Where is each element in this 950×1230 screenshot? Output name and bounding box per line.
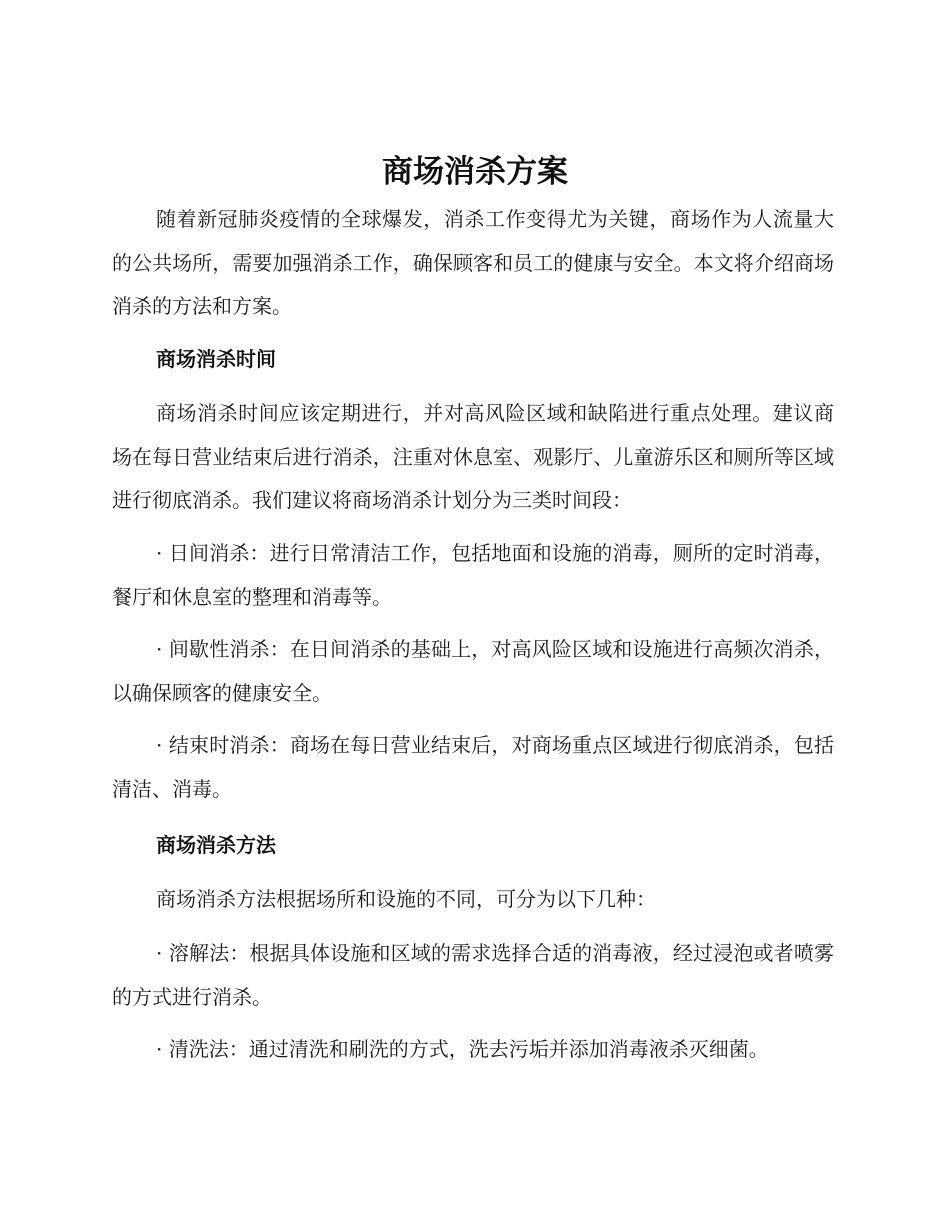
list-item-dissolving: · 溶解法：根据具体设施和区域的需求选择合适的消毒液，经过浸泡或者喷雾的方式进行消杀。: [112, 941, 834, 1009]
list-item-intermittent: · 间歇性消杀：在日间消杀的基础上，对高风险区域和设施进行高频次消杀，以确保顾客的健康安全。: [112, 637, 834, 705]
list-item-closing: · 结束时消杀：商场在每日营业结束后，对商场重点区域进行彻底消杀，包括清洁、消毒。: [112, 733, 834, 801]
list-item-daytime: · 日间消杀：进行日常清洁工作，包括地面和设施的消毒，厕所的定时消毒，餐厅和休息室的整理和消毒等。: [112, 541, 834, 609]
intro-paragraph: 随着新冠肺炎疫情的全球爆发，消杀工作变得尤为关键，商场作为人流量大的公共场所，需要加强消杀工作，确保顾客和员工的健康与安全。本文将介绍商场消杀的方法和方案。: [112, 207, 834, 318]
section-heading-time: 商场消杀时间: [156, 347, 276, 371]
time-paragraph: 商场消杀时间应该定期进行，并对高风险区域和缺陷进行重点处理。建议商场在每日营业结束后进行消杀，注重对休息室、观影厅、儿童游乐区和厕所等区域进行彻底消杀。我们建议将商场消杀计划分为三类时间段：: [112, 401, 834, 512]
document-title: 商场消杀方案: [382, 154, 568, 190]
method-paragraph: 商场消杀方法根据场所和设施的不同，可分为以下几种：: [156, 887, 656, 911]
list-item-washing: · 清洗法：通过清洗和刷洗的方式，洗去污垢并添加消毒液杀灭细菌。: [156, 1037, 769, 1061]
section-heading-method: 商场消杀方法: [156, 833, 276, 857]
